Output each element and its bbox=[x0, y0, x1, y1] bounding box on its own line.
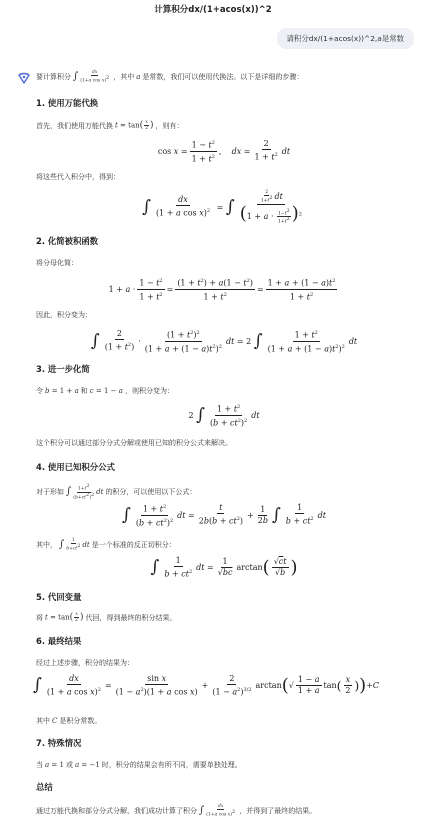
intro-text-3: 是常数，我们可以使用代换法。以下是详细的步骤： bbox=[142, 72, 304, 81]
equation-final-result: ∫ $\frac{dx}{(1 + a \cos x)^2}$ = $\frac{\text{sin x}}{(1 - a^2)(1 + a \cos x)}$ + $\frac{2}{(1 - a^2)^{3/2}}$ arctan ( √ $\frac{1 - a}{1 + a}$ tan ( $\frac{x}{2}$ ) ) + C bbox=[32, 674, 380, 697]
s7-text-post: 时，积分的结果会有所不同，需要单独处理。 bbox=[101, 761, 242, 769]
s6-var-c: C bbox=[52, 717, 58, 725]
s4-text2-pre: 其中， bbox=[36, 540, 57, 549]
section-5-text: 将 t = tan( $\frac{x}{2}$ ) 代回，得到最终的积分结果。 bbox=[36, 612, 177, 623]
section-6-text: 经过上述步骤，积分的结果为： bbox=[36, 659, 134, 667]
section-3-title: 3. 进一步化简 bbox=[36, 364, 90, 374]
s3-text-post: ，则积分变为： bbox=[124, 387, 174, 395]
s8-text-pre: 通过万能代换和部分分式分解，我们成功计算了积分 bbox=[36, 806, 197, 815]
s1-text-post: ，则有： bbox=[155, 121, 184, 130]
equation-denominator: 1 + a · $\frac{1 - t^2}{1 + t^2}$ = $\frac{(1 + t^2) + a(1 - t^2)}{1 + t^2}$ = $\frac{1 + a + (1 - a)t^2}{1 + t^2}$ bbox=[108, 278, 336, 302]
section-2-title: 2. 化简被积函数 bbox=[36, 236, 99, 246]
section-4-text-2: 其中， ∫ $\frac{1}{b+ct2}$ dt 是一个标准的反正切积分： bbox=[36, 538, 176, 552]
section-5-title: 5. 代回变量 bbox=[36, 592, 82, 602]
s7-text-pre: 当 bbox=[36, 761, 43, 769]
s4-text-post: 的积分，可以使用以下公式： bbox=[105, 488, 197, 496]
s5-text-post: 代回，得到最终的积分结果。 bbox=[85, 613, 177, 622]
s4-text2-post: 是一个标准的反正切积分： bbox=[91, 540, 176, 549]
s6-text2-pre: 其中 bbox=[36, 717, 50, 725]
s5-text-pre: 将 bbox=[36, 613, 43, 622]
equation-arctan: ∫ $\frac{1}{b + ct^2}$ dt = $\frac{1}{√bc}$ arctan ( $\frac{√ct}{√b}$ ) bbox=[150, 556, 298, 579]
section-1-text-2: 将这些代入积分中，得到： bbox=[36, 173, 120, 181]
summary-title: 总结 bbox=[36, 782, 53, 792]
intro-line: 要计算积分 ∫ $\frac{dx}{\text{(1+a cos x)2}}$ ，其中 a 是常数，我们可以使用代换法。以下是详细的步骤： bbox=[36, 70, 304, 84]
s8-text-post: ，并得到了最终的结果。 bbox=[239, 806, 317, 815]
s4-text-pre: 对于形如 bbox=[36, 488, 64, 496]
section-2-text-2: 因此，积分变为： bbox=[36, 311, 92, 319]
section-7-text: 当 a = 1 或 a = −1 时，积分的结果会有所不同，需要单独处理。 bbox=[36, 761, 242, 769]
section-7-title: 7. 特殊情况 bbox=[36, 738, 82, 748]
section-4-text: 对于形如 ∫ $\frac{1+t2}{(b+ct2)2}$ dt 的积分，可以使用以下公式： bbox=[36, 483, 197, 500]
s3-text-pre: 令 bbox=[36, 387, 43, 395]
section-6-text-2 bbox=[36, 716, 101, 726]
intro-text: 要计算积分 bbox=[36, 72, 71, 81]
intro-text-2: ，其中 bbox=[113, 72, 135, 81]
s7-text-mid: 或 bbox=[65, 761, 73, 769]
page-title: 计算积分dx/(1+acos(x))^2 bbox=[154, 5, 272, 15]
s3-text-mid: 和 bbox=[80, 387, 88, 395]
section-6-title: 6. 最终结果 bbox=[36, 636, 82, 646]
user-message-bubble: 请积分dx/(1+acos(x))^2,a是常数 bbox=[277, 28, 414, 49]
s1-text-pre: 首先，我们使用万能代换 bbox=[36, 121, 113, 130]
section-3-text: 令 b = 1 + a 和 c = 1 − a ，则积分变为： bbox=[36, 387, 174, 395]
s6-text2-post: 是积分常数。 bbox=[59, 717, 102, 725]
section-1-text: 首先，我们使用万能代换 t = tan( $\frac{x}{2}$ ) ，则有： bbox=[36, 120, 184, 131]
equation-known-formula: ∫ $\frac{1 + t^2}{(b + ct^2)^2}$ dt = $\frac{t}{2b(b + ct^2)}$ + $\frac{1}{2b}$ ∫ $\frac{1}{b + ct^2}$ dt bbox=[122, 503, 326, 528]
summary-text: 通过万能代换和部分分式分解，我们成功计算了积分 ∫ $\frac{dx}{\text{(1+a cos x)2}}$ ，并得到了最终的结果。 bbox=[36, 804, 317, 818]
section-2-text: 将分母化简： bbox=[36, 259, 78, 267]
equation-integral-transformed: ∫ $\frac{2}{(1 + t^2)}$ · $\frac{(1 + t^2)^2}{(1 + a + (1 - a)t^2)^2}$ dt = 2 ∫ $\frac{1 + t^2}{(1 + a + (1 - a)t^2)^2}$ dt bbox=[90, 329, 358, 354]
equation-substituted-integral: ∫ $\frac{dx}{(1 + a \cos x)^2}$ = ∫ $\frac{2}{1+t2}$ dt (1 + a · $\frac{1-t2}{1+t2}$ )$^2$ bbox=[142, 190, 302, 225]
assistant-avatar-icon bbox=[18, 72, 30, 84]
equation-substitution: cos x = $\frac{1 - t^2}{1 + t^2}$ , dx = $\frac{2}{1 + t^2}$ dt bbox=[157, 139, 291, 164]
intro-var-a: a bbox=[136, 72, 141, 81]
section-1-title: 1. 使用万能代换 bbox=[36, 98, 99, 108]
section-3-text-2: 这个积分可以通过部分分式分解或使用已知的积分公式来解决。 bbox=[36, 439, 232, 447]
section-4-title: 4. 使用已知积分公式 bbox=[36, 462, 115, 472]
equation-simplified: 2 ∫ $\frac{1 + t^2}{(b + ct^2)^2}$ dt bbox=[188, 404, 260, 428]
